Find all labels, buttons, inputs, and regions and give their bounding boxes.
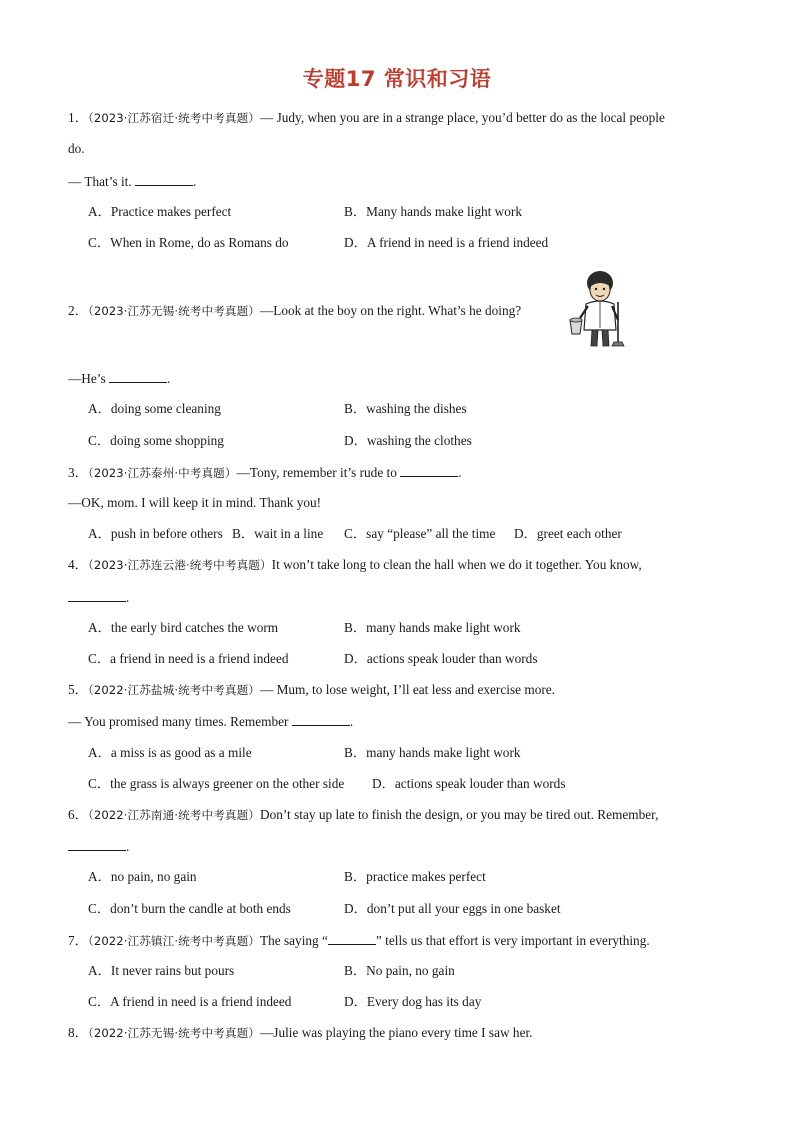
question-4-stem: 4．（2023·江苏连云港·统考中考真题）It won’t take long to clean the hall when we do it together. You know, bbox=[68, 557, 642, 572]
option-a: A．no pain, no gain bbox=[88, 869, 197, 884]
option-d: D．actions speak louder than words bbox=[344, 651, 538, 666]
option-c: C．doing some shopping bbox=[88, 433, 224, 448]
option-b: B．wait in a line bbox=[232, 526, 324, 541]
question-1-reply: — That’s it. . bbox=[68, 174, 197, 189]
option-a: A．It never rains but pours bbox=[88, 963, 235, 978]
option-a: A．push in before others bbox=[88, 526, 223, 541]
answer-blank bbox=[135, 172, 193, 186]
question-4-blank: . bbox=[68, 588, 129, 607]
question-1-stem bbox=[68, 109, 665, 127]
option-a: A．a miss is as good as a mile bbox=[88, 745, 252, 760]
option-a: A．doing some cleaning bbox=[88, 401, 221, 416]
answer-blank bbox=[109, 369, 167, 383]
question-text: — Judy, when you are in a strange place, you’d better do as the local people bbox=[259, 110, 665, 125]
question-number: 1． bbox=[68, 110, 88, 125]
option-c: C．don’t burn the candle at both ends bbox=[88, 901, 291, 916]
answer-blank bbox=[328, 931, 376, 945]
option-d: D．actions speak louder than words bbox=[372, 776, 566, 791]
option-d: D．A friend in need is a friend indeed bbox=[344, 235, 549, 250]
option-d: D．washing the clothes bbox=[344, 433, 472, 448]
option-a: A．the early bird catches the worm bbox=[88, 620, 279, 635]
answer-blank bbox=[292, 712, 350, 726]
question-2-stem: 2．（2023·江苏无锡·统考中考真题）—Look at the boy on the right. What’s he doing? bbox=[68, 303, 522, 318]
question-7-stem: 7．（2022·江苏镇江·统考中考真题）The saying “ ” tells us that effort is very important in everything. bbox=[68, 933, 650, 948]
option-d: D．Every dog has its day bbox=[344, 994, 482, 1009]
question-source: （2023·江苏宿迁·统考中考真题） bbox=[87, 111, 260, 125]
question-6-blank: . bbox=[68, 837, 129, 856]
question-3-stem: 3．（2023·江苏泰州·中考真题）—Tony, remember it’s rude to . bbox=[68, 465, 462, 480]
question-5-stem: 5．（2022·江苏盐城·统考中考真题）— Mum, to lose weight, I’ll eat less and exercise more. bbox=[68, 682, 556, 697]
option-b: B．Many hands make light work bbox=[344, 204, 523, 219]
option-b: B．No pain, no gain bbox=[344, 963, 455, 978]
question-3-reply: —OK, mom. I will keep it in mind. Thank you! bbox=[68, 495, 322, 510]
question-6-stem: 6．（2022·江苏南通·统考中考真题）Don’t stay up late to finish the design, or you may be tired out. Remember, bbox=[68, 807, 659, 822]
option-c: C．A friend in need is a friend indeed bbox=[88, 994, 292, 1009]
question-5-reply: — You promised many times. Remember . bbox=[68, 714, 354, 729]
option-c: C．When in Rome, do as Romans do bbox=[88, 235, 289, 250]
option-d: D．don’t put all your eggs in one basket bbox=[344, 901, 561, 916]
answer-blank bbox=[68, 588, 126, 602]
option-b: B．many hands make light work bbox=[344, 745, 521, 760]
option-c: C．a friend in need is a friend indeed bbox=[88, 651, 289, 666]
question-1-stem-continued: do. bbox=[68, 141, 85, 156]
option-a: A．Practice makes perfect bbox=[88, 204, 232, 219]
answer-blank bbox=[68, 837, 126, 851]
option-d: D．greet each other bbox=[514, 526, 622, 541]
question-8-stem: 8．（2022·江苏无锡·统考中考真题）—Julie was playing the piano every time I saw her. bbox=[68, 1025, 533, 1040]
option-c: C．the grass is always greener on the other side bbox=[88, 776, 345, 791]
option-b: B．practice makes perfect bbox=[344, 869, 486, 884]
boy-cleaning-illustration bbox=[566, 268, 628, 350]
option-b: B．washing the dishes bbox=[344, 401, 467, 416]
option-c: C．say “please” all the time bbox=[344, 526, 496, 541]
question-2-reply: —He’s . bbox=[68, 371, 171, 386]
page-title: 专题17 常识和习语 bbox=[302, 67, 492, 91]
option-b: B．many hands make light work bbox=[344, 620, 521, 635]
answer-blank bbox=[400, 463, 458, 477]
